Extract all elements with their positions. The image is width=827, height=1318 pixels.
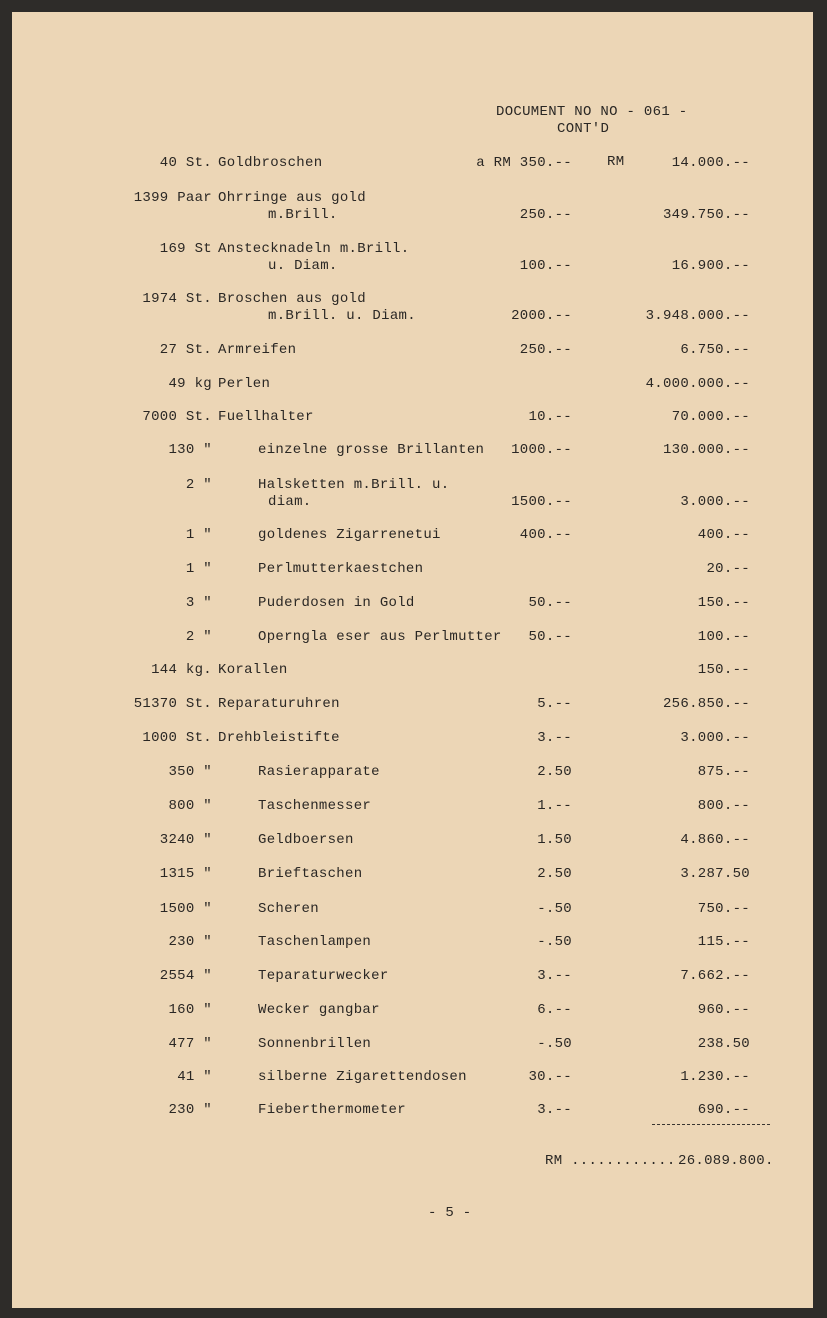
item-quantity: 1000 St. [142,730,212,746]
item-quantity: 3240 " [159,832,212,848]
item-unit-price: 10.-- [528,409,572,425]
item-unit-price: 250.-- [519,342,572,358]
item-quantity: 1315 " [159,866,212,882]
item-unit-price: 100.-- [519,258,572,274]
item-quantity: 27 St. [159,342,212,358]
item-total: 3.287.50 [680,866,750,882]
item-description: einzelne grosse Brillanten [258,442,485,458]
item-quantity: 51370 St. [133,696,212,712]
item-total: 150.-- [697,662,750,678]
item-description: Reparaturuhren [218,696,340,712]
item-quantity: 477 " [168,1036,212,1052]
item-quantity: 350 " [168,764,212,780]
item-total: 115.-- [697,934,750,950]
item-unit-price: 1000.-- [511,442,572,458]
item-unit-price: 2.50 [537,866,572,882]
page-number: - 5 - [428,1205,472,1221]
item-unit-price: 3.-- [537,968,572,984]
item-unit-price: 5.-- [537,696,572,712]
item-quantity: 169 St [159,241,212,257]
grand-total-label: RM ............ [545,1153,676,1169]
item-total: 349.750.-- [662,207,750,223]
item-description: Wecker gangbar [258,1002,380,1018]
item-total: 960.-- [697,1002,750,1018]
item-unit-price: 400.-- [519,527,572,543]
item-description: Rasierapparate [258,764,380,780]
item-description: Geldboersen [258,832,354,848]
item-description: u. Diam. [268,258,338,274]
item-total: 800.-- [697,798,750,814]
document-page [12,12,813,1308]
item-description: Teparaturwecker [258,968,389,984]
sum-rule [652,1124,770,1125]
item-quantity: 2554 " [159,968,212,984]
item-unit-price: 1500.-- [511,494,572,510]
item-description: Brieftaschen [258,866,363,882]
item-quantity: 3 " [185,595,212,611]
item-description: m.Brill. [268,207,338,223]
item-description: Perlen [218,376,271,392]
item-description: diam. [268,494,312,510]
item-description: Anstecknadeln m.Brill. [218,241,410,257]
item-description: Operngla eser aus Perlmutter [258,629,502,645]
grand-total-value: 26.089.800. [678,1153,774,1169]
item-total: 400.-- [697,527,750,543]
item-unit-price: -.50 [537,901,572,917]
item-description: silberne Zigarettendosen [258,1069,467,1085]
item-quantity: 1399 Paar [133,190,212,206]
item-description: Taschenmesser [258,798,372,814]
item-quantity: 230 " [168,934,212,950]
item-quantity: 1974 St. [142,291,212,307]
item-unit-price: 50.-- [528,629,572,645]
item-description: Broschen aus gold [218,291,366,307]
item-total: 3.000.-- [680,494,750,510]
item-description: Perlmutterkaestchen [258,561,424,577]
item-quantity: 1500 " [159,901,212,917]
item-unit-price: 1.50 [537,832,572,848]
item-unit-price: 50.-- [528,595,572,611]
item-total: 3.948.000.-- [645,308,750,324]
item-description: Ohrringe aus gold [218,190,366,206]
item-quantity: 41 " [177,1069,212,1085]
item-quantity: 7000 St. [142,409,212,425]
currency-column-header: RM [607,154,625,170]
item-total: 875.-- [697,764,750,780]
item-unit-price: 3.-- [537,730,572,746]
item-unit-price: -.50 [537,934,572,950]
item-quantity: 144 kg. [151,662,212,678]
item-description: Korallen [218,662,288,678]
document-header-line2: CONT'D [557,121,610,137]
item-total: 100.-- [697,629,750,645]
item-quantity: 2 " [185,629,212,645]
item-total: 20.-- [706,561,750,577]
item-description: Halsketten m.Brill. u. [258,477,450,493]
item-unit-price: 30.-- [528,1069,572,1085]
item-description: Drehbleistifte [218,730,340,746]
item-unit-price: 1.-- [537,798,572,814]
item-total: 3.000.-- [680,730,750,746]
item-quantity: 49 kg [168,376,212,392]
item-quantity: 230 " [168,1102,212,1118]
item-unit-price: 2.50 [537,764,572,780]
item-total: 238.50 [697,1036,750,1052]
item-description: Fieberthermometer [258,1102,406,1118]
item-quantity: 160 " [168,1002,212,1018]
item-total: 130.000.-- [662,442,750,458]
item-quantity: 800 " [168,798,212,814]
document-header-line1: DOCUMENT NO NO - 061 - [496,104,688,120]
item-quantity: 1 " [185,527,212,543]
item-unit-price: 250.-- [519,207,572,223]
item-total: 256.850.-- [662,696,750,712]
item-description: goldenes Zigarrenetui [258,527,441,543]
item-total: 4.000.000.-- [645,376,750,392]
item-description: Taschenlampen [258,934,372,950]
item-total: 70.000.-- [671,409,750,425]
item-quantity: 40 St. [159,155,212,171]
item-total: 7.662.-- [680,968,750,984]
item-quantity: 1 " [185,561,212,577]
item-total: 750.-- [697,901,750,917]
item-description: Puderdosen in Gold [258,595,415,611]
item-description: Armreifen [218,342,297,358]
item-unit-price: 6.-- [537,1002,572,1018]
item-description: Scheren [258,901,319,917]
item-total: 150.-- [697,595,750,611]
item-description: Fuellhalter [218,409,314,425]
item-unit-price: 2000.-- [511,308,572,324]
item-total: 4.860.-- [680,832,750,848]
item-total: 14.000.-- [671,155,750,171]
item-description: m.Brill. u. Diam. [268,308,416,324]
item-unit-price: a RM 350.-- [476,155,572,171]
item-description: Sonnenbrillen [258,1036,372,1052]
item-unit-price: -.50 [537,1036,572,1052]
item-total: 690.-- [697,1102,750,1118]
item-total: 16.900.-- [671,258,750,274]
item-quantity: 130 " [168,442,212,458]
item-total: 1.230.-- [680,1069,750,1085]
item-description: Goldbroschen [218,155,323,171]
item-quantity: 2 " [185,477,212,493]
item-total: 6.750.-- [680,342,750,358]
item-unit-price: 3.-- [537,1102,572,1118]
